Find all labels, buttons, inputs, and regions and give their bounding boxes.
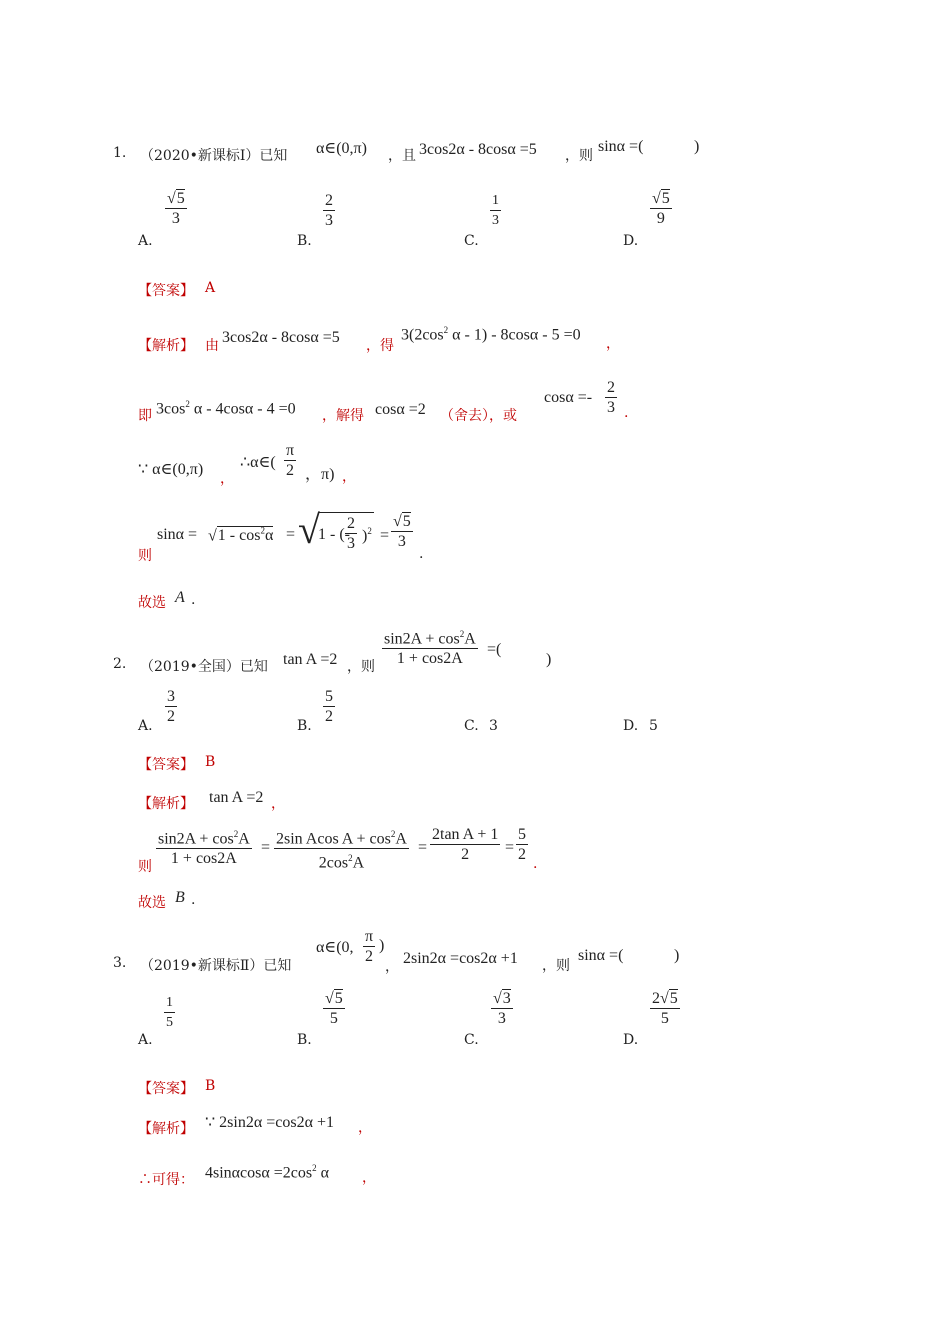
question-ask: =( [487,641,502,658]
option-a-label: A. [138,1032,153,1048]
punctuation: ， [271,796,285,812]
fraction: $\frac{√5}{3}$ [393,513,411,550]
equation: cosα =- [544,389,593,406]
option-d-value: $\frac{2√5}{5}$ [652,990,678,1027]
answer-blank: ) [694,138,700,155]
fraction: $\frac{2\sin Acos A + \cos^2A}{2\cos^2A}$ [274,825,409,873]
equals: = [380,527,390,544]
fraction: $\frac{\sin 2A + \cos^2A}{1 + \cos 2A}$ [382,625,478,668]
connector: ，且 [388,148,416,164]
punctuation: . [191,892,196,908]
question-ask: sinα =( [598,138,644,155]
analysis-text: 即 [138,408,152,424]
fraction: $\frac{\pi}{2}$ [286,442,295,479]
option-b-label: B. [297,1032,312,1048]
punctuation: ， [362,1170,376,1186]
option-c-value: $\frac{1}{3}$ [492,193,499,228]
radical-content: 1 - (- [318,526,350,543]
fraction: $\frac{5}{2}$ [518,826,526,863]
option-a-label: A. [138,233,153,249]
answer-tag: 【答案】 [138,757,194,773]
answer-value: B [205,754,216,770]
analysis-tag: 【解析】 [138,796,194,812]
radical-bar [318,512,374,513]
punctuation: . [191,592,196,608]
fraction: $\frac{2}{3}$ [347,515,355,552]
question-source: （2019•新课标Ⅱ）已知 [140,958,292,974]
equals: = [261,839,271,856]
analysis-tag: 【解析】 [138,338,194,354]
analysis-tag: 【解析】 [138,1121,194,1137]
radical-sign: √ [298,507,320,552]
analysis-text: 则 [138,548,152,564]
answer-blank: ) [546,651,552,668]
option-d-label: D. [623,1032,639,1048]
option-c-label: C. [464,1032,479,1048]
fraction: $\frac{\sin 2A + \cos^2A}{1 + \cos 2A}$ [156,825,252,868]
option-c-label: C. [464,718,479,734]
conclusion-letter: A [175,589,185,606]
punctuation: ， [358,1120,372,1136]
analysis-text: ，得 [366,338,394,354]
option-a-value: $\frac{3}{2}$ [167,688,175,725]
option-d-value: $\frac{√5}{9}$ [652,190,670,227]
option-c-value: 3 [489,718,498,734]
option-a-value: $\frac{√5}{3}$ [167,190,185,227]
equation: $4\sin\alpha\cos\alpha =2\cos^2$ α [205,1163,330,1182]
analysis-text: 由 [205,338,219,354]
answer-value: B [205,1078,216,1094]
equals: = [505,839,515,856]
connector: ，则 [542,958,570,974]
equation: cosα =2 [375,401,426,418]
option-d-label: D. [623,233,639,249]
answer-blank: ) [674,947,680,964]
punctuation: ， [606,336,620,352]
equation: ∵ α∈(0,π) [138,461,204,478]
condition: α∈(0, [316,939,354,956]
equation: 3cos2α - 8cosα =5 [222,329,340,346]
question-ask: sinα =( [578,947,624,964]
equation: 2sin2α =cos2α +1 [403,950,518,967]
equals: = [286,526,296,543]
question-source: （2020•新课标Ⅰ）已知 [140,148,288,164]
equation: sinα = [157,526,198,543]
condition: ) [379,937,385,954]
punctuation: . [624,405,629,421]
option-b-label: B. [297,718,312,734]
option-b-value: $\frac{√5}{5}$ [325,990,343,1027]
option-b-value: $\frac{5}{2}$ [325,688,333,725]
equation: $3\cos^2$ α - 4cosα - 4 =0 [156,399,296,418]
punctuation: . [419,546,424,562]
equation: 3cos2α - 8cosα =5 [419,141,537,158]
fraction: $\frac{2}{3}$ [607,379,615,416]
analysis-text: （舍去），或 [440,408,517,424]
equation: ∵ 2sin2α =cos2α +1 [205,1114,334,1131]
equation: ，π) [305,466,335,483]
punctuation: ， [220,471,234,487]
conclusion-letter: B [175,889,185,906]
fraction: $\frac{\text{2tan A + 1}}{2}$ [432,826,499,863]
radical-content: )$^2$ [362,526,372,545]
equation: tan A =2 [209,789,264,806]
equals: = [418,839,428,856]
connector: ，则 [565,148,593,164]
punctuation: ， [385,959,399,975]
option-c-label: C. [464,233,479,249]
fraction: $\frac{\pi}{2}$ [365,928,374,965]
condition: α∈(0,π) [316,140,367,157]
conclusion-text: 故选 [138,595,166,611]
punctuation: . [533,856,538,872]
condition: tan A =2 [283,651,338,668]
punctuation: ， [342,469,356,485]
option-a-label: A. [138,718,153,734]
option-d-value: 5 [649,718,658,734]
conclusion-text: 故选 [138,895,166,911]
option-b-value: $\frac{2}{3}$ [325,192,333,229]
connector: ，则 [347,659,375,675]
answer-tag: 【答案】 [138,1081,194,1097]
answer-value: A [205,280,216,296]
option-a-value: $\frac{1}{5}$ [166,995,173,1030]
question-number: 3. [113,955,127,971]
answer-tag: 【答案】 [138,283,194,299]
equation: $3(2\cos^2$ α - 1) - 8cosα - 5 =0 [401,325,581,344]
question-number: 1. [113,145,127,161]
analysis-text: ，解得 [322,408,364,424]
analysis-text: ∴可得： [138,1172,194,1188]
equation: ∴α∈( [240,454,276,471]
option-c-value: $\frac{√3}{3}$ [493,990,511,1027]
option-d-label: D. [623,718,639,734]
question-source: （2019•全国）已知 [140,659,268,675]
question-number: 2. [113,656,127,672]
analysis-text: 则 [138,859,152,875]
radical: $√1 - \cos^2\alpha$ [208,526,274,545]
option-b-label: B. [297,233,312,249]
